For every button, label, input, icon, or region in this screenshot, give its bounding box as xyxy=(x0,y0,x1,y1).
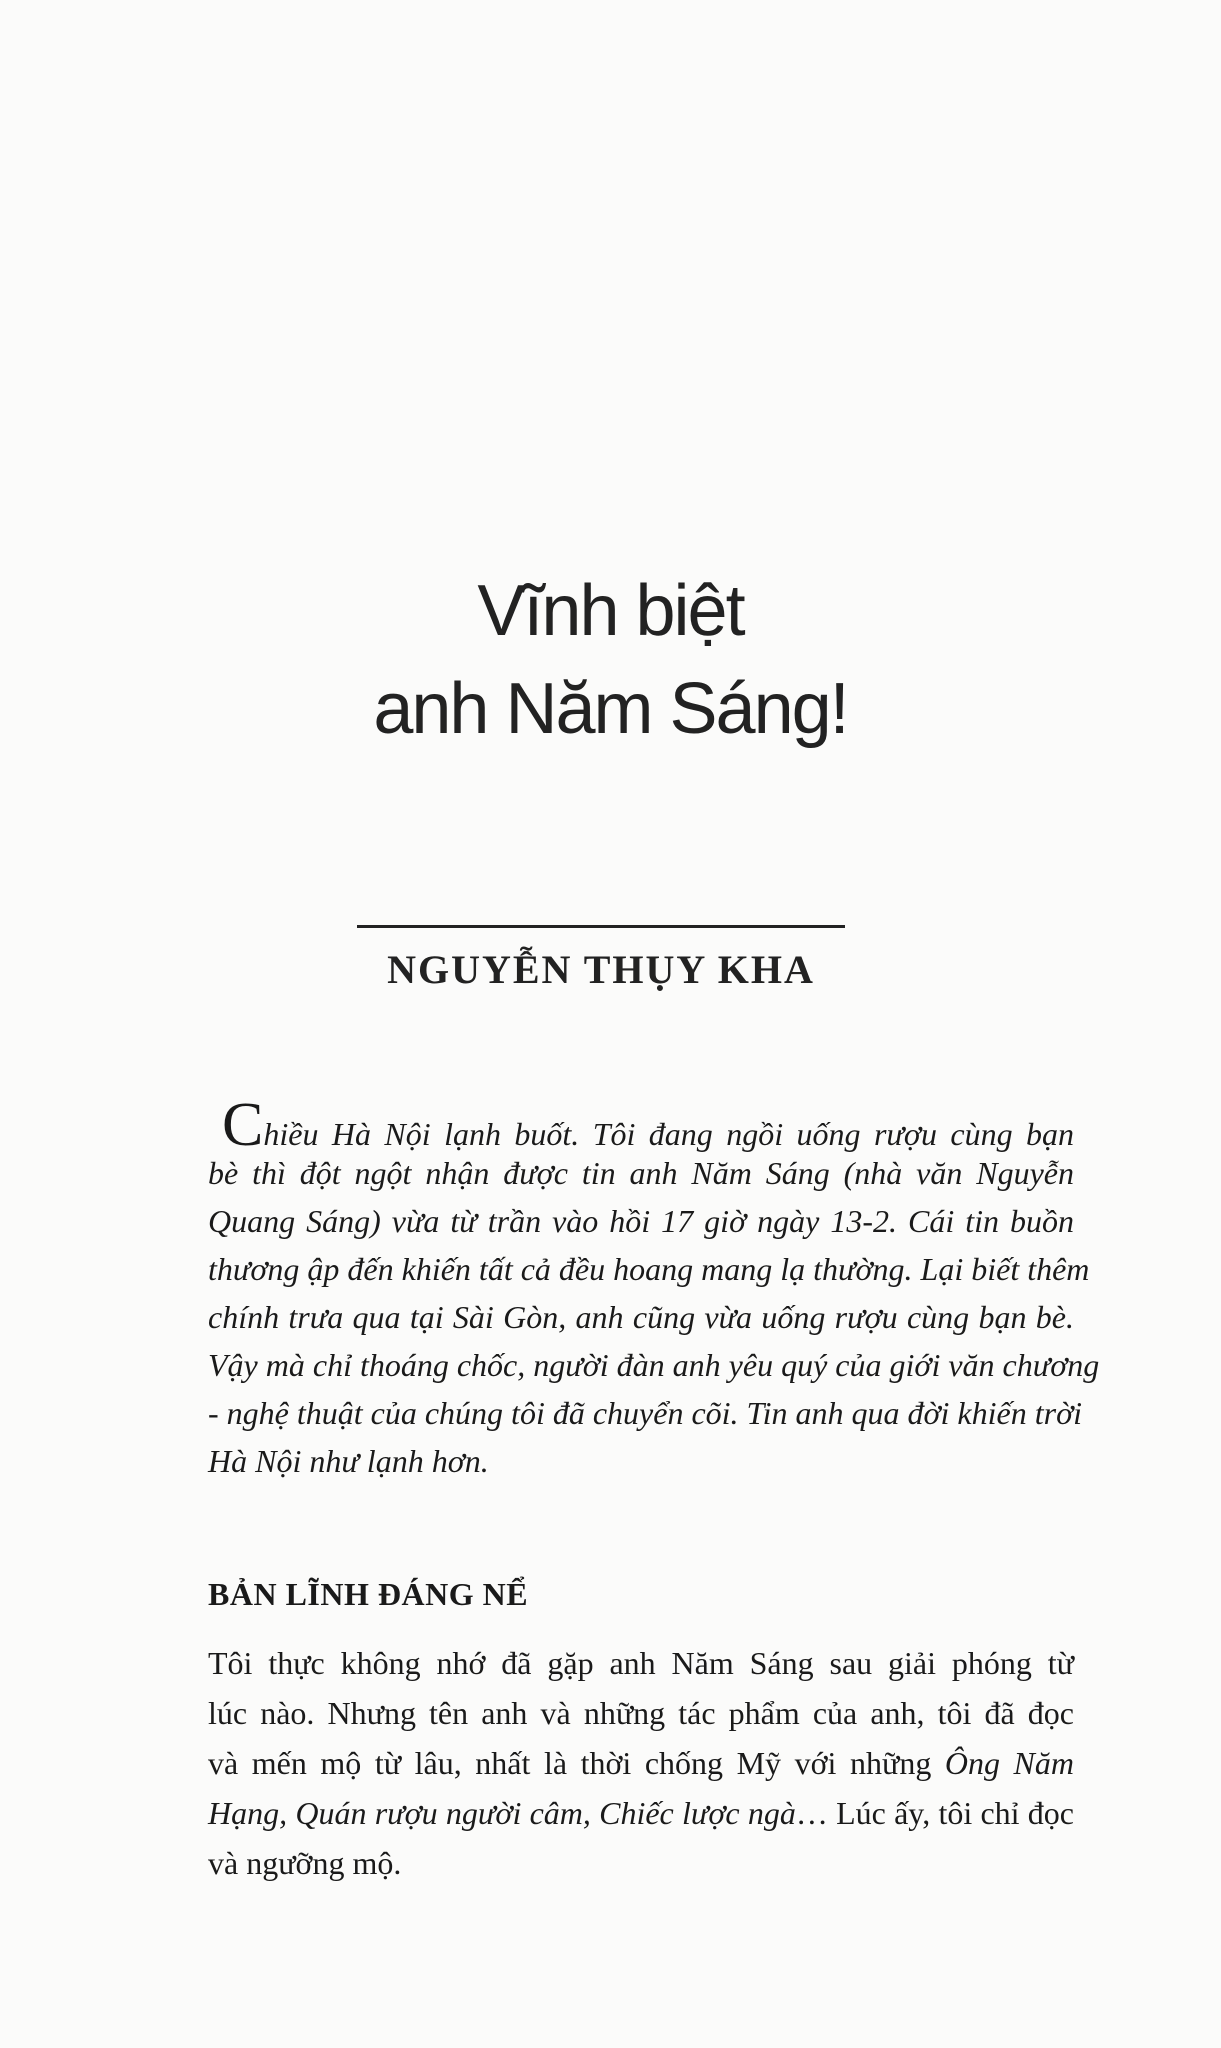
intro-line: thương ập đến khiến tất cả đều hoang mang lạ thường. Lại biết thêm xyxy=(208,1251,1090,1287)
body-line: và ngưỡng mộ. xyxy=(208,1845,402,1881)
body-line xyxy=(208,1643,1074,1683)
intro-line: bè thì đột ngột nhận được tin anh Năm Sáng (nhà văn Nguyễn xyxy=(208,1155,1074,1191)
intro-line: chính trưa qua tại Sài Gòn, anh cũng vừa uống rượu cùng bạn bè. xyxy=(208,1299,1074,1335)
body-line-text: … Lúc ấy, tôi chỉ đọc xyxy=(795,1795,1075,1831)
intro-line xyxy=(222,1091,1074,1159)
intro-line: - nghệ thuật của chúng tôi đã chuyển cõi. Tin anh qua đời khiến trời xyxy=(208,1395,1083,1431)
section-heading: BẢN LĨNH ĐÁNG NỂ xyxy=(208,1576,529,1612)
intro-line-text: hiều Hà Nội lạnh buốt. Tôi đang ngồi uống rượu cùng bạn xyxy=(263,1116,1074,1152)
book-titles-text: Hạng, Quán rượu người câm, Chiếc lược ngà xyxy=(208,1795,796,1831)
chapter-title-line-1: Vĩnh biệt xyxy=(477,571,744,651)
intro-line: Hà Nội như lạnh hơn. xyxy=(208,1443,489,1479)
body-line-text: và mến mộ từ lâu, nhất là thời chống Mỹ với những xyxy=(208,1745,945,1781)
body-line xyxy=(208,1743,1074,1783)
author-name: NGUYỄN THỤY KHA xyxy=(387,947,815,992)
chapter-title-line-2: anh Năm Sáng! xyxy=(373,669,848,749)
intro-line: Vậy mà chỉ thoáng chốc, người đàn anh yêu quý của giới văn chương xyxy=(208,1347,1100,1383)
intro-line: Quang Sáng) vừa từ trần vào hồi 17 giờ ngày 13-2. Cái tin buồn xyxy=(208,1203,1074,1239)
book-title-text: Ông Năm xyxy=(944,1745,1075,1781)
body-line: lúc nào. Nhưng tên anh và những tác phẩm của anh, tôi đã đọc xyxy=(208,1695,1074,1731)
drop-cap: C xyxy=(222,1091,264,1159)
body-line-text: Tôi thực không nhớ đã gặp anh Năm Sáng sau giải phóng từ xyxy=(208,1645,1074,1681)
body-line xyxy=(208,1793,1074,1833)
title-divider xyxy=(357,925,845,928)
